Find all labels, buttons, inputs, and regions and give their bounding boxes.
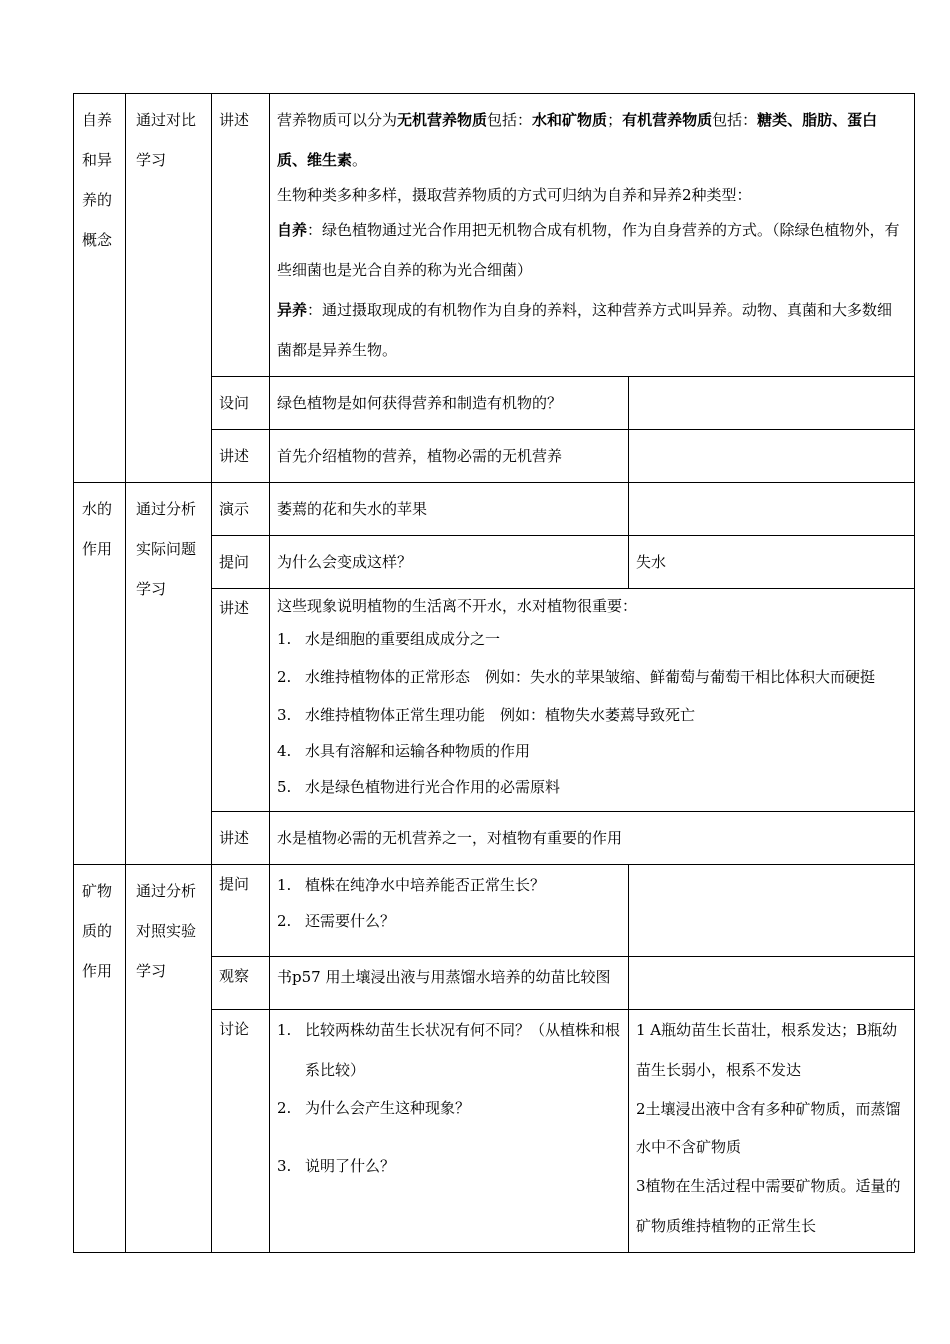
paragraph: 生物种类多种多样，摄取营养物质的方式可归纳为自养和异养2种类型： [277, 186, 752, 204]
list-item: 3. 说明了什么？ [277, 1157, 396, 1175]
list-item: 1. 比较两株幼苗生长状况有何不同？（从植株和根系比较） [277, 1021, 621, 1079]
content-cell: 水是植物必需的无机营养之一，对植物有重要的作用 [270, 812, 915, 865]
content-cell [270, 1010, 629, 1253]
answer-cell [629, 865, 915, 957]
list-item: 5. 水是绿色植物进行光合作用的必需原料 [277, 778, 561, 796]
answer-line: 3植物在生活过程中需要矿物质。适量的矿物质维持植物的正常生长 [636, 1177, 901, 1235]
method-cell: 通过分析对照实验学习 [126, 865, 212, 1253]
activity-cell: 讲述 [212, 589, 270, 812]
method-cell: 通过对比学习 [126, 94, 212, 483]
topic-cell: 水的作用 [74, 483, 126, 865]
answer-cell [629, 377, 915, 430]
list-item: 2. 为什么会产生这种现象？ [277, 1099, 471, 1117]
activity-cell: 设问 [212, 377, 270, 430]
list-item: 1. 水是细胞的重要组成成分之一 [277, 630, 501, 648]
numbered-list [277, 1010, 621, 1186]
activity-cell: 观察 [212, 956, 270, 1009]
activity-cell: 讲述 [212, 430, 270, 483]
list-item: 2. 还需要什么？ [277, 912, 396, 930]
s3-row-1 [74, 865, 915, 957]
answer-cell [629, 956, 915, 1009]
lesson-table [73, 93, 915, 1253]
activity-cell: 讨论 [212, 1010, 270, 1253]
paragraph: 自养：绿色植物通过光合作用把无机物合成有机物，作为自身营养的方式。（除绿色植物外，有些细菌也是光合自养的称为光合细菌） [277, 221, 900, 279]
s1-row-1 [74, 94, 915, 377]
spacer [277, 1126, 621, 1146]
answer-cell [629, 1010, 915, 1253]
list-item: 1. 植株在纯净水中培养能否正常生长？ [277, 876, 546, 894]
s2-row-1 [74, 483, 915, 536]
activity-cell: 讲述 [212, 812, 270, 865]
topic-cell: 矿物质的作用 [74, 865, 126, 1253]
paragraph: 这些现象说明植物的生活离不开水，水对植物很重要： [277, 597, 638, 615]
list-item: 4. 水具有溶解和运输各种物质的作用 [277, 742, 531, 760]
paragraph: 营养物质可以分为无机营养物质包括：水和矿物质；有机营养物质包括：糖类、脂肪、蛋白质、维生素。 [277, 111, 878, 169]
paragraph: 异养：通过摄取现成的有机物作为自身的养料，这种营养方式叫异养。动物、真菌和大多数细菌都是异养生物。 [277, 301, 893, 359]
activity-cell: 提问 [212, 865, 270, 957]
content-cell: 绿色植物是如何获得营养和制造有机物的？ [270, 377, 629, 430]
content-cell [270, 589, 915, 812]
method-cell: 通过分析实际问题学习 [126, 483, 212, 865]
answer-cell [629, 483, 915, 536]
numbered-list [277, 867, 621, 939]
content-cell: 为什么会变成这样？ [270, 536, 629, 589]
answer-cell: 失水 [629, 536, 915, 589]
activity-cell: 讲述 [212, 94, 270, 377]
answer-cell [629, 430, 915, 483]
content-cell: 萎蔫的花和失水的苹果 [270, 483, 629, 536]
topic-cell: 自养和异养的概念 [74, 94, 126, 483]
activity-cell: 提问 [212, 536, 270, 589]
activity-cell: 演示 [212, 483, 270, 536]
answer-line: 2土壤浸出液中含有多种矿物质，而蒸馏水中不含矿物质 [636, 1100, 901, 1156]
content-cell: 书p57 用土壤浸出液与用蒸馏水培养的幼苗比较图 [270, 956, 629, 1009]
content-cell [270, 94, 915, 377]
content-cell: 首先介绍植物的营养，植物必需的无机营养 [270, 430, 629, 483]
list-item: 3. 水维持植物体正常生理功能 例如：植物失水萎蔫导致死亡 [277, 706, 696, 724]
numbered-list [277, 621, 907, 805]
content-cell [270, 865, 629, 957]
answer-line: 1 A瓶幼苗生长苗壮，根系发达；B瓶幼苗生长弱小，根系不发达 [636, 1021, 898, 1079]
list-item: 2. 水维持植物体的正常形态 例如：失水的苹果皱缩、鲜葡萄与葡萄干相比体积大而硬挺 [277, 668, 876, 686]
